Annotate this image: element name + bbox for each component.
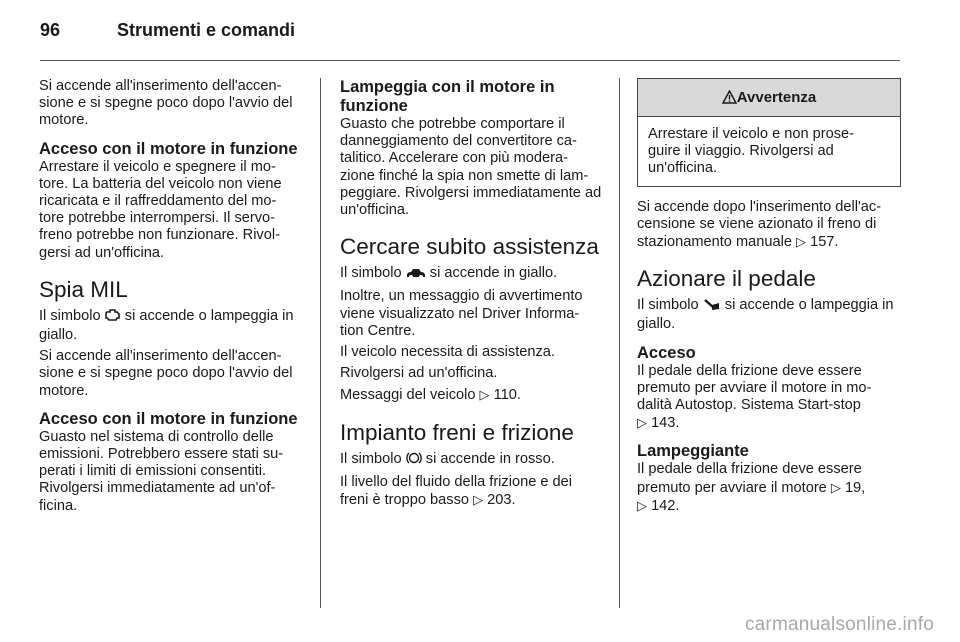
text: Il simbolo [340, 450, 402, 467]
page-reference[interactable]: 110. [493, 387, 521, 404]
heading-freni: Impianto freni e frizione [340, 419, 574, 445]
paragraph [39, 308, 301, 344]
paragraph [340, 451, 602, 470]
paragraph [340, 265, 602, 284]
engine-icon [105, 308, 121, 327]
heading-pedale: Azionare il pedale [637, 266, 816, 292]
paragraph: Rivolgersi ad un'officina. [340, 365, 498, 382]
brake-warning-icon [406, 451, 422, 470]
heading-lampeggia: Lampeggia con il motore in funzione [340, 78, 555, 115]
column-left [39, 78, 301, 519]
paragraph [637, 363, 899, 433]
page-reference-arrow-icon: ▷ [637, 415, 647, 431]
paragraph: Si accende all'inserimento dell'accen- sione e si spegne poco dopo l'avvio del motore. [39, 348, 293, 399]
text: Il livello del fluido della frizione e dei freni è troppo basso [340, 473, 573, 509]
text: Il simbolo [340, 265, 402, 282]
text: Messaggi del veicolo [340, 387, 476, 404]
warning-header [638, 79, 900, 117]
text: Il simbolo [39, 307, 101, 324]
paragraph [340, 474, 602, 509]
page-reference[interactable]: 142. [651, 497, 680, 514]
column-divider [320, 78, 321, 608]
paragraph: Inoltre, un messaggio di avvertimento viene visualizzato nel Driver Informa- tion Centre. [340, 288, 583, 339]
page-title: Strumenti e comandi [117, 20, 296, 40]
heading-acceso-motore: Acceso con il motore in funzione [39, 409, 298, 428]
page-reference-arrow-icon: ▷ [637, 497, 647, 513]
text: Il pedale della frizione deve essere premuto per avviare il motore [637, 461, 862, 496]
column-right [637, 78, 899, 519]
paragraph: Si accende all'inserimento dell'accen- sione e si spegne poco dopo l'avvio del motore. [39, 78, 293, 129]
page-reference-arrow-icon: ▷ [473, 492, 484, 508]
clutch-pedal-icon [703, 298, 721, 316]
text: Si accende dopo l'inserimento dell'ac- censione se viene azionato il freno di stazionamento manuale [637, 198, 882, 251]
heading-assistenza: Cercare subito assistenza [340, 234, 599, 260]
page-reference[interactable]: 157. [810, 234, 839, 251]
page-reference-arrow-icon: ▷ [830, 479, 841, 495]
warning-title: Avvertenza [736, 89, 817, 106]
page-reference[interactable]: 203. [487, 492, 516, 509]
paragraph: Arrestare il veicolo e spegnere il mo- tore. La batteria del veicolo non viene ricaricata e il raffreddamento del mo- tore potrebbe interrompersi. Il servo- freno potrebbe non funzionare. Rivol- gersi ad un'officina. [39, 158, 282, 261]
paragraph: Guasto nel sistema di controllo delle emissioni. Potrebbero essere stati su- perati i limiti di emissioni consentiti. Rivolgersi immediatamente ad un'of- ficina. [39, 428, 284, 514]
warning-triangle-icon [722, 81, 737, 118]
heading-acceso-motore: Acceso con il motore in funzione [39, 139, 298, 158]
paragraph [637, 199, 899, 252]
paragraph: Guasto che potrebbe comportare il danneggiamento del convertitore ca- talitico. Accelerare con più modera- zione finché la spia non smette di lam- peggiare. Rivolgersi immediatamente ad un'officina. [340, 116, 602, 219]
heading-lampeggiante: Lampeggiante [637, 442, 749, 461]
heading-spia-mil: Spia MIL [39, 276, 128, 302]
paragraph [340, 386, 602, 404]
page-number: 96 [40, 20, 61, 40]
page-header [0, 0, 960, 64]
warning-text: Arrestare il veicolo e non prose- guire il viaggio. Rivolgersi ad un'officina. [648, 126, 855, 177]
paragraph [637, 297, 899, 333]
paragraph: Il veicolo necessita di assistenza. [340, 344, 555, 361]
text: Il simbolo [637, 297, 699, 314]
text: si accende in rosso. [425, 450, 555, 467]
page-reference[interactable]: 19, [844, 479, 866, 496]
column-divider [619, 78, 620, 608]
car-wrench-icon [406, 267, 426, 284]
page-reference-arrow-icon: ▷ [796, 234, 807, 250]
page-reference-arrow-icon: ▷ [479, 387, 490, 403]
heading-acceso: Acceso [637, 343, 696, 362]
text: Il pedale della frizione deve essere premuto per avviare il motore in mo- dalità Autostop. Sistema Start-stop [637, 362, 872, 414]
page-reference[interactable]: 143. [651, 415, 680, 432]
text: si accende o lampeggia in giallo. [637, 297, 894, 333]
paragraph [637, 461, 899, 515]
warning-body [638, 117, 900, 186]
text: si accende in giallo. [429, 265, 558, 282]
watermark: carmanualsonline.info [744, 614, 934, 635]
header-rule [40, 60, 900, 61]
text: si accende o lampeggia in giallo. [39, 307, 294, 344]
warning-box [637, 78, 901, 187]
column-middle [340, 78, 602, 513]
